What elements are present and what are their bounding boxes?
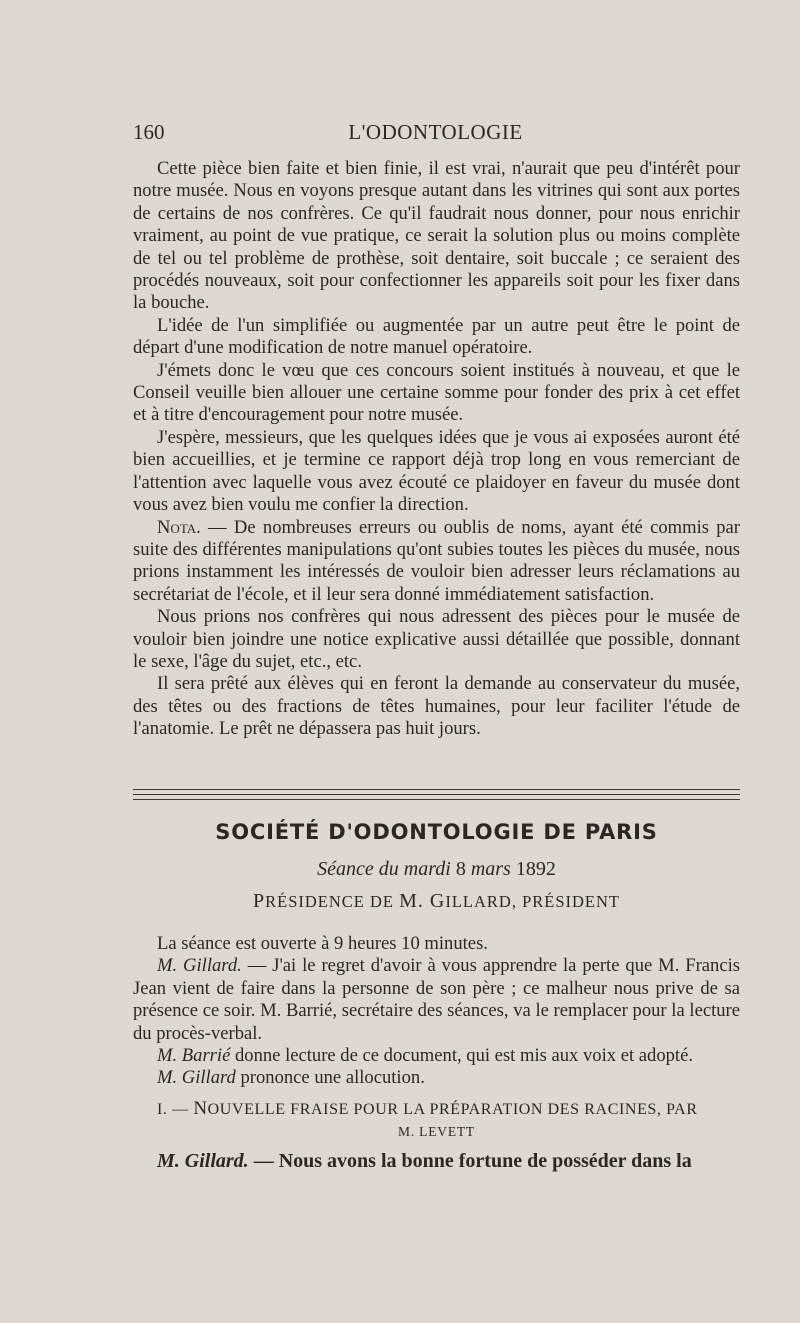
speaker: M. Gillard. (157, 955, 242, 977)
nota-label: Nota. (157, 516, 201, 538)
subsection-initial: N (193, 1097, 208, 1119)
speaker: M. Barrié (157, 1045, 231, 1067)
divider-rule (133, 799, 740, 800)
paragraph: Il sera prêté aux élèves qui en feront la demande au conservateur du musée, des têtes ou des fractions de têtes humaines, pour leur faciliter l'étude de l'anatomie. Le prêt ne dépassera pas huit jours. (133, 673, 740, 740)
speech: — J'ai le regret d'avoir à vous apprendre la perte que M. Francis Jean vient de faire dans la personne de son père ; ce malheur nous prive de sa présence ce soir. M. Barrié, secrétaire des séances, va le remplacer pour la lecture du procès-verbal. (133, 955, 740, 1044)
seance-year: 1892 (510, 858, 556, 880)
speech: — Nous avons la bonne fortune de posséder dans la (248, 1149, 692, 1172)
presidence-m: M. G (399, 890, 446, 912)
subsection-author: M. LEVETT (398, 1124, 475, 1140)
presidence-initial: P (252, 890, 266, 912)
paragraph: Nous prions nos confrères qui nous adressent des pièces pour le musée de vouloir bien joindre une notice explicative aussi détaillée que possible, donnant le sexe, l'âge du sujet, etc., etc. (133, 606, 740, 672)
nota-paragraph (133, 517, 740, 607)
divider-rule (133, 789, 740, 790)
paragraph: L'idée de l'un simplifiée ou augmentée par un autre peut être le point de départ d'une modification de notre manuel opératoire. (133, 314, 740, 359)
seance-heading (133, 858, 740, 881)
seance-month: mars (470, 858, 511, 880)
paragraph: Cette pièce bien faite et bien finie, il est vrai, n'aurait que peu d'intérêt pour notre musée. Nous en voyons presque autant dans les vitrines qui sont aux portes de certains de nos confrères. Ce qu'il faudrait nous donner, pour nous enrichir vraiment, au point de vue pratique, ce serait la solution plus ou moins complète de tel ou tel problème de prothèse, soit dentaire, soit buccale ; ce seraient des procédés nouveaux, soit pour confectionner les appareils soit pour les fixer dans la bouche. (133, 158, 740, 314)
running-title: L'ODONTOLOGIE (348, 120, 523, 144)
paragraph: J'espère, messieurs, que les quelques idées que je vous ai exposées auront été bien accueillies, et je termine ce rapport déjà trop long en vous remerciant de l'attention avec laquelle vous avez écouté ce plaidoyer en faveur du musée dont vous avez bien voulu me confier la direction. (133, 426, 740, 516)
running-header (133, 120, 738, 150)
speech: donne lecture de ce document, qui est mis aux voix et adopté. (230, 1045, 693, 1067)
paragraph (133, 1067, 740, 1089)
minutes-body (133, 933, 740, 1174)
subsection-text: OUVELLE FRAISE POUR LA PRÉPARATION DES RACINES, PAR (207, 1100, 698, 1118)
presidence-name: ILLARD, PRÉSIDENT (445, 892, 621, 911)
seance-day: 8 (450, 858, 471, 880)
paragraph (133, 1148, 740, 1174)
nota-text: — De nombreuses erreurs ou oublis de noms, ayant été commis par suite des différentes manipulations qu'ont subies toutes les pièces du musée, nous prions instamment les intéressés de vouloir bien adresser leurs réclamations au secrétariat de l'école, et il leur sera donné immédiatement satisfaction. (133, 516, 740, 605)
presidence-text: RÉSIDENCE DE (265, 892, 400, 911)
speech: prononce une allocution. (235, 1067, 425, 1089)
subsection-number: I. — (157, 1100, 194, 1118)
paragraph (133, 1045, 740, 1067)
report-body (133, 158, 740, 741)
opening-line: La séance est ouverte à 9 heures 10 minutes. (157, 933, 488, 954)
society-heading: SOCIÉTÉ D'ODONTOLOGIE DE PARIS (215, 820, 658, 844)
paragraph (133, 955, 740, 1045)
page-number: 160 (133, 120, 165, 144)
subsection-title (133, 1098, 740, 1121)
presidence-line (133, 890, 740, 913)
divider-rule (133, 794, 740, 795)
paragraph: J'émets donc le vœu que ces concours soient institués à nouveau, et que le Conseil veuille bien allouer une certaine somme pour fonder des prix à cet effet et à titre d'encouragement pour notre musée. (133, 359, 740, 426)
speaker: M. Gillard. (157, 1149, 249, 1172)
seance-label: Séance du mardi (317, 858, 451, 880)
speaker: M. Gillard (157, 1067, 236, 1089)
